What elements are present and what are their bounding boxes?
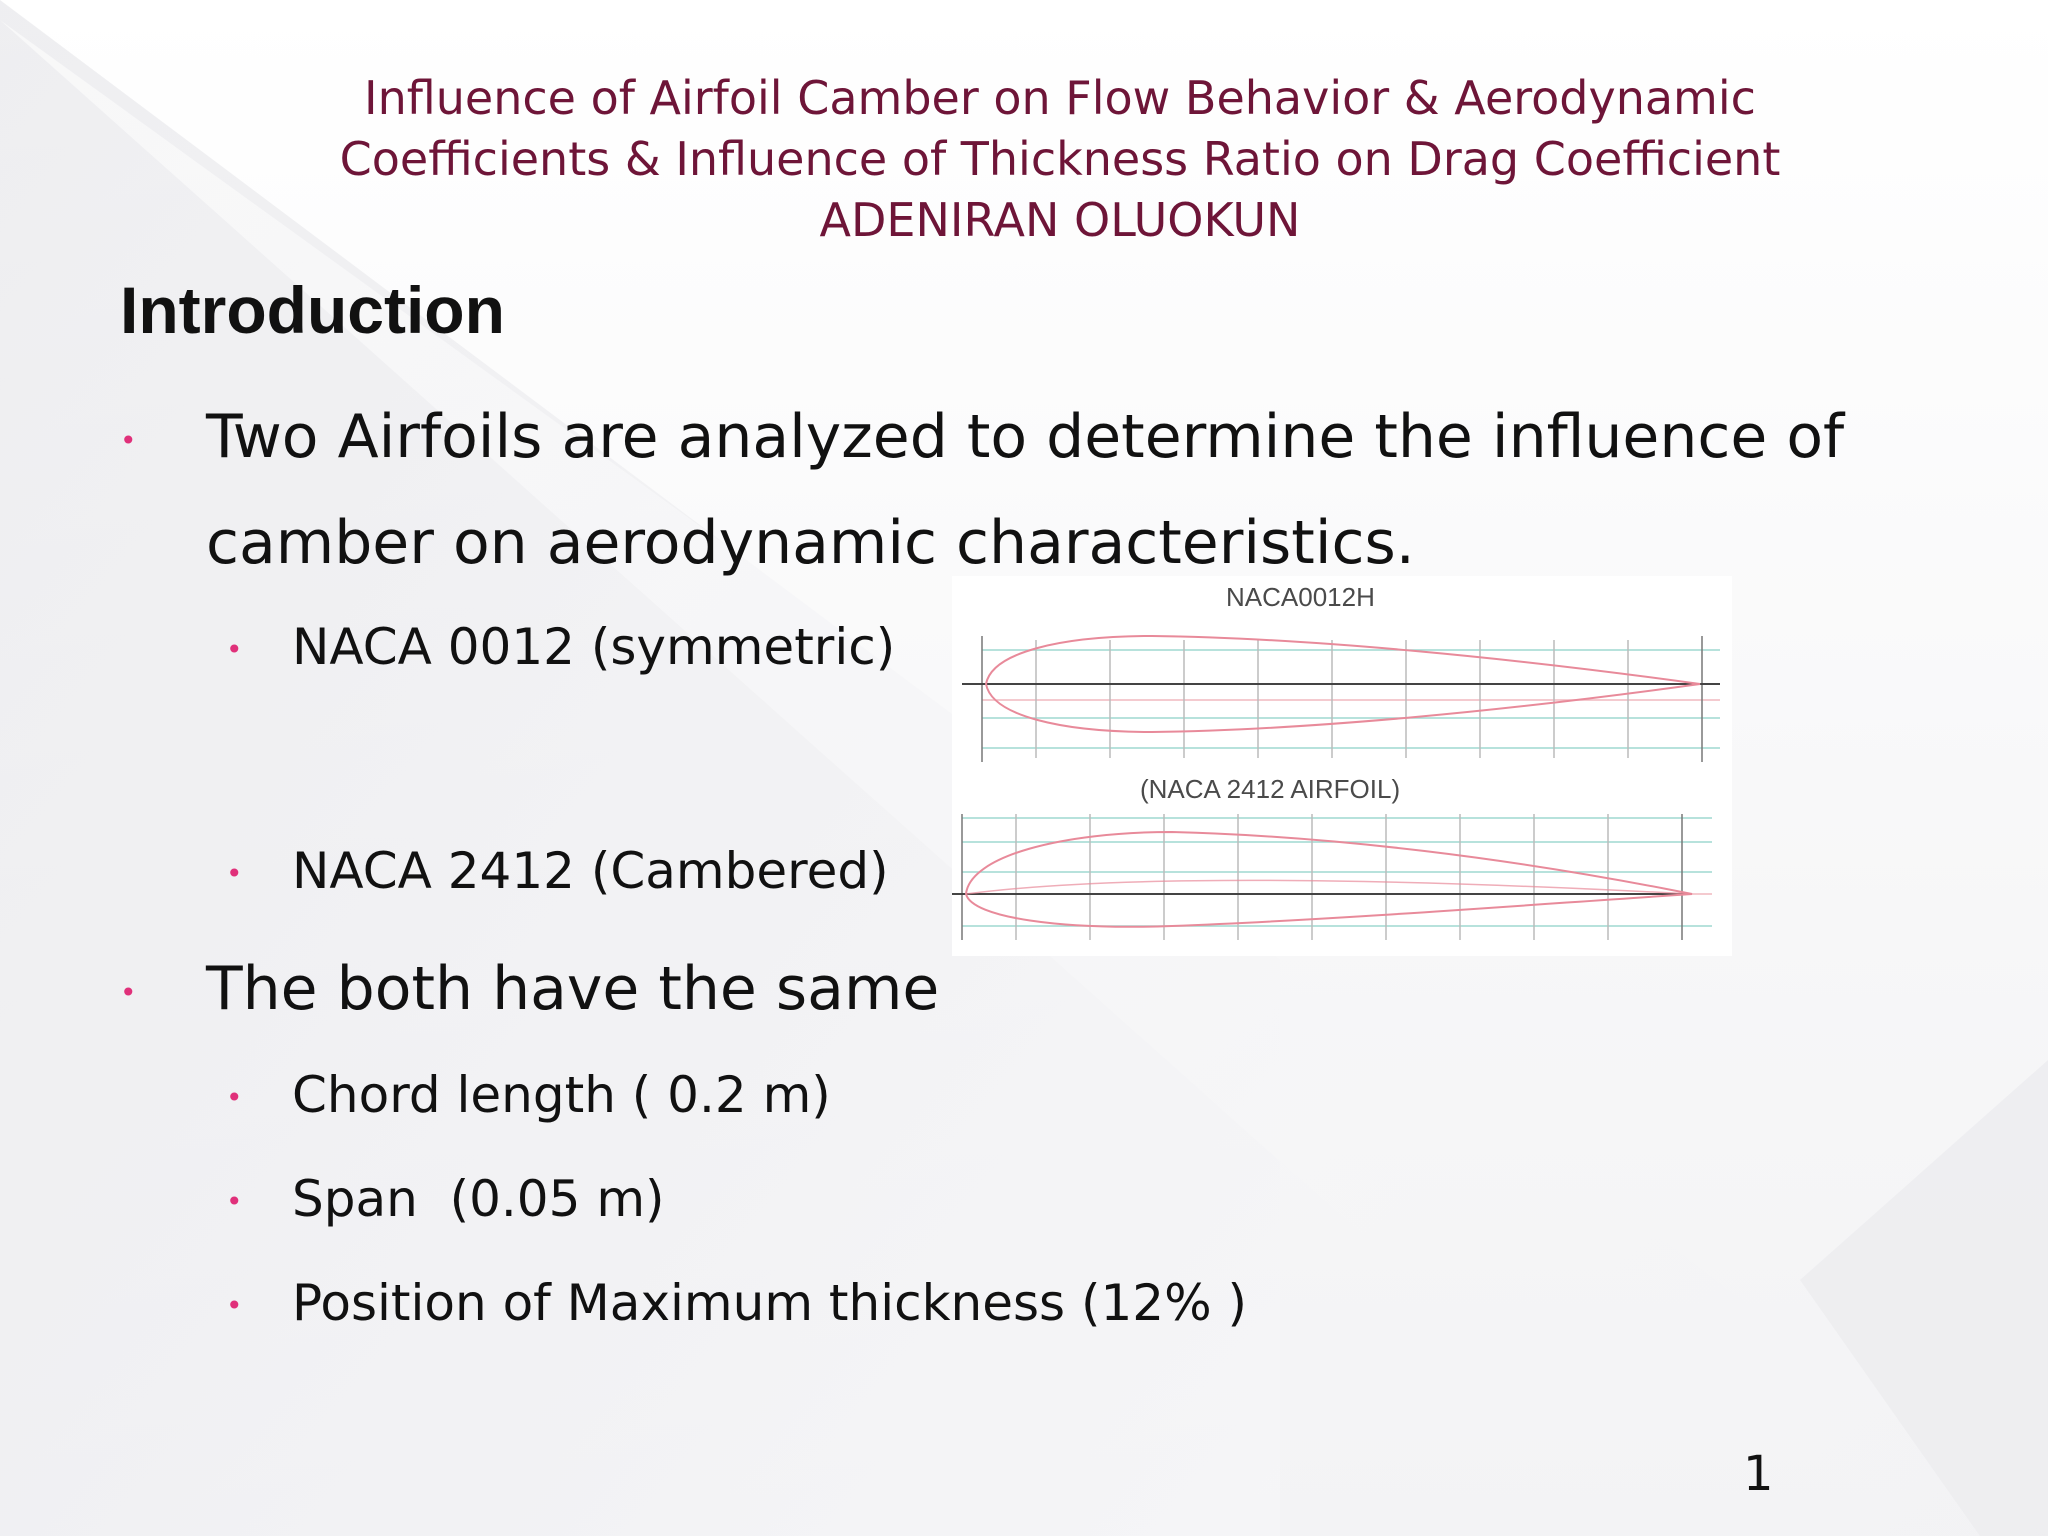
bullet-sub-naca0012	[226, 618, 896, 676]
figure-label-naca0012h: NACA0012H	[1226, 582, 1375, 612]
section-heading: Introduction	[120, 273, 505, 347]
page-number: 1	[1743, 1446, 1774, 1502]
bullet-sub-max-thickness-text: Position of Maximum thickness (12% )	[292, 1274, 1248, 1332]
naca2412-plot	[952, 814, 1712, 940]
title-line-3: ADENIRAN OLUOKUN	[819, 193, 1301, 247]
figure-label-naca2412: (NACA 2412 AIRFOIL)	[1140, 774, 1401, 804]
bullet-sub-naca0012-text: NACA 0012 (symmetric)	[292, 618, 896, 676]
bullet-main-2-text: The both have the same	[206, 954, 940, 1024]
naca2412-outline	[966, 832, 1692, 927]
bullet-dot: •	[226, 1081, 243, 1114]
bullet-main-1-line-2: camber on aerodynamic characteristics.	[206, 508, 1415, 578]
bullet-dot: •	[226, 633, 243, 666]
bullet-sub-chord-text: Chord length ( 0.2 m)	[292, 1066, 831, 1124]
bullet-sub-span	[226, 1170, 665, 1228]
bullet-main-1	[120, 384, 1926, 596]
title-line-1: Influence of Airfoil Camber on Flow Behavior & Aerodynamic	[364, 71, 1756, 125]
airfoil-plots	[952, 576, 1732, 956]
bullet-sub-naca2412	[226, 842, 889, 900]
airfoil-figure	[952, 576, 1732, 956]
bullet-sub-chord	[226, 1066, 831, 1124]
bullet-main-1-line-1: Two Airfoils are analyzed to determine the influence of	[206, 402, 1845, 472]
bullet-dot: •	[120, 976, 137, 1009]
bullet-dot: •	[226, 857, 243, 890]
bullet-sub-naca2412-text: NACA 2412 (Cambered)	[292, 842, 889, 900]
bullet-main-2	[120, 936, 940, 1042]
bullet-sub-max-thickness	[226, 1274, 1248, 1332]
title-line-2: Coefficients & Influence of Thickness Ratio on Drag Coefficient	[339, 132, 1781, 186]
bullet-dot: •	[226, 1185, 243, 1218]
bullet-dot: •	[226, 1289, 243, 1322]
slide-title	[200, 68, 1920, 251]
bullet-dot: •	[120, 424, 137, 457]
naca0012-grid	[962, 636, 1720, 762]
naca0012-plot	[962, 636, 1720, 762]
naca2412-camber-line	[966, 880, 1692, 894]
bullet-sub-span-text: Span (0.05 m)	[292, 1170, 665, 1228]
